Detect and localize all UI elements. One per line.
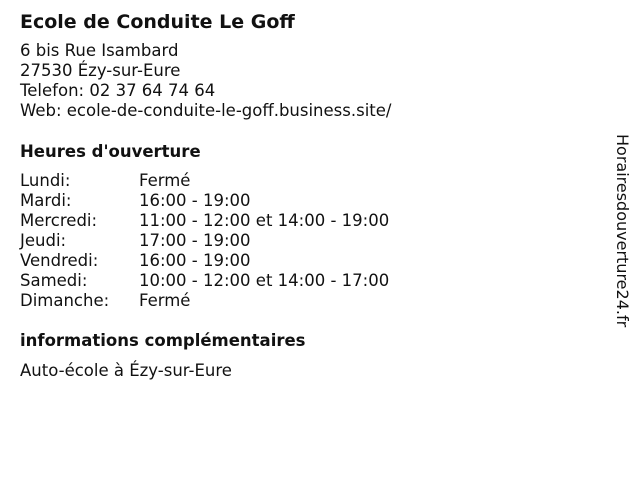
postal-city: 27530 Ézy-sur-Eure: [20, 61, 181, 80]
hours-time-value: Fermé: [139, 171, 191, 190]
hours-time-value: 16:00 - 19:00: [139, 251, 251, 270]
brand-watermark: Horairesdouverture24.fr: [613, 134, 632, 328]
street-address: 6 bis Rue Isambard: [20, 41, 179, 60]
hours-row-samedi: [20, 271, 600, 291]
additional-info-text: Auto-école à Ézy-sur-Eure: [20, 361, 232, 380]
hours-time-value: 11:00 - 12:00 et 14:00 - 19:00: [139, 211, 390, 230]
hours-day-label: Samedi:: [20, 271, 88, 290]
hours-day-label: Lundi:: [20, 171, 71, 190]
hours-day-label: Jeudi:: [20, 231, 67, 250]
hours-row-mercredi: [20, 211, 600, 231]
opening-hours-heading: Heures d'ouverture: [20, 142, 201, 161]
hours-day-label: Mercredi:: [20, 211, 98, 230]
hours-row-jeudi: [20, 231, 600, 251]
hours-time-value: 16:00 - 19:00: [139, 191, 251, 210]
hours-row-lundi: [20, 171, 600, 191]
hours-row-mardi: [20, 191, 600, 211]
business-name: Ecole de Conduite Le Goff: [20, 11, 295, 33]
hours-row-dimanche: [20, 291, 600, 311]
hours-day-label: Vendredi:: [20, 251, 99, 270]
hours-day-label: Dimanche:: [20, 291, 110, 310]
hours-row-vendredi: [20, 251, 600, 271]
website-line: Web: ecole-de-conduite-le-goff.business.site/: [20, 101, 392, 120]
additional-info-heading: informations complémentaires: [20, 331, 306, 350]
hours-time-value: 17:00 - 19:00: [139, 231, 251, 250]
opening-hours-table: [20, 171, 600, 311]
hours-time-value: 10:00 - 12:00 et 14:00 - 17:00: [139, 271, 390, 290]
address-block: [20, 41, 600, 121]
hours-day-label: Mardi:: [20, 191, 72, 210]
business-card: [20, 9, 600, 381]
phone-line: Telefon: 02 37 64 74 64: [20, 81, 216, 100]
hours-time-value: Fermé: [139, 291, 191, 310]
